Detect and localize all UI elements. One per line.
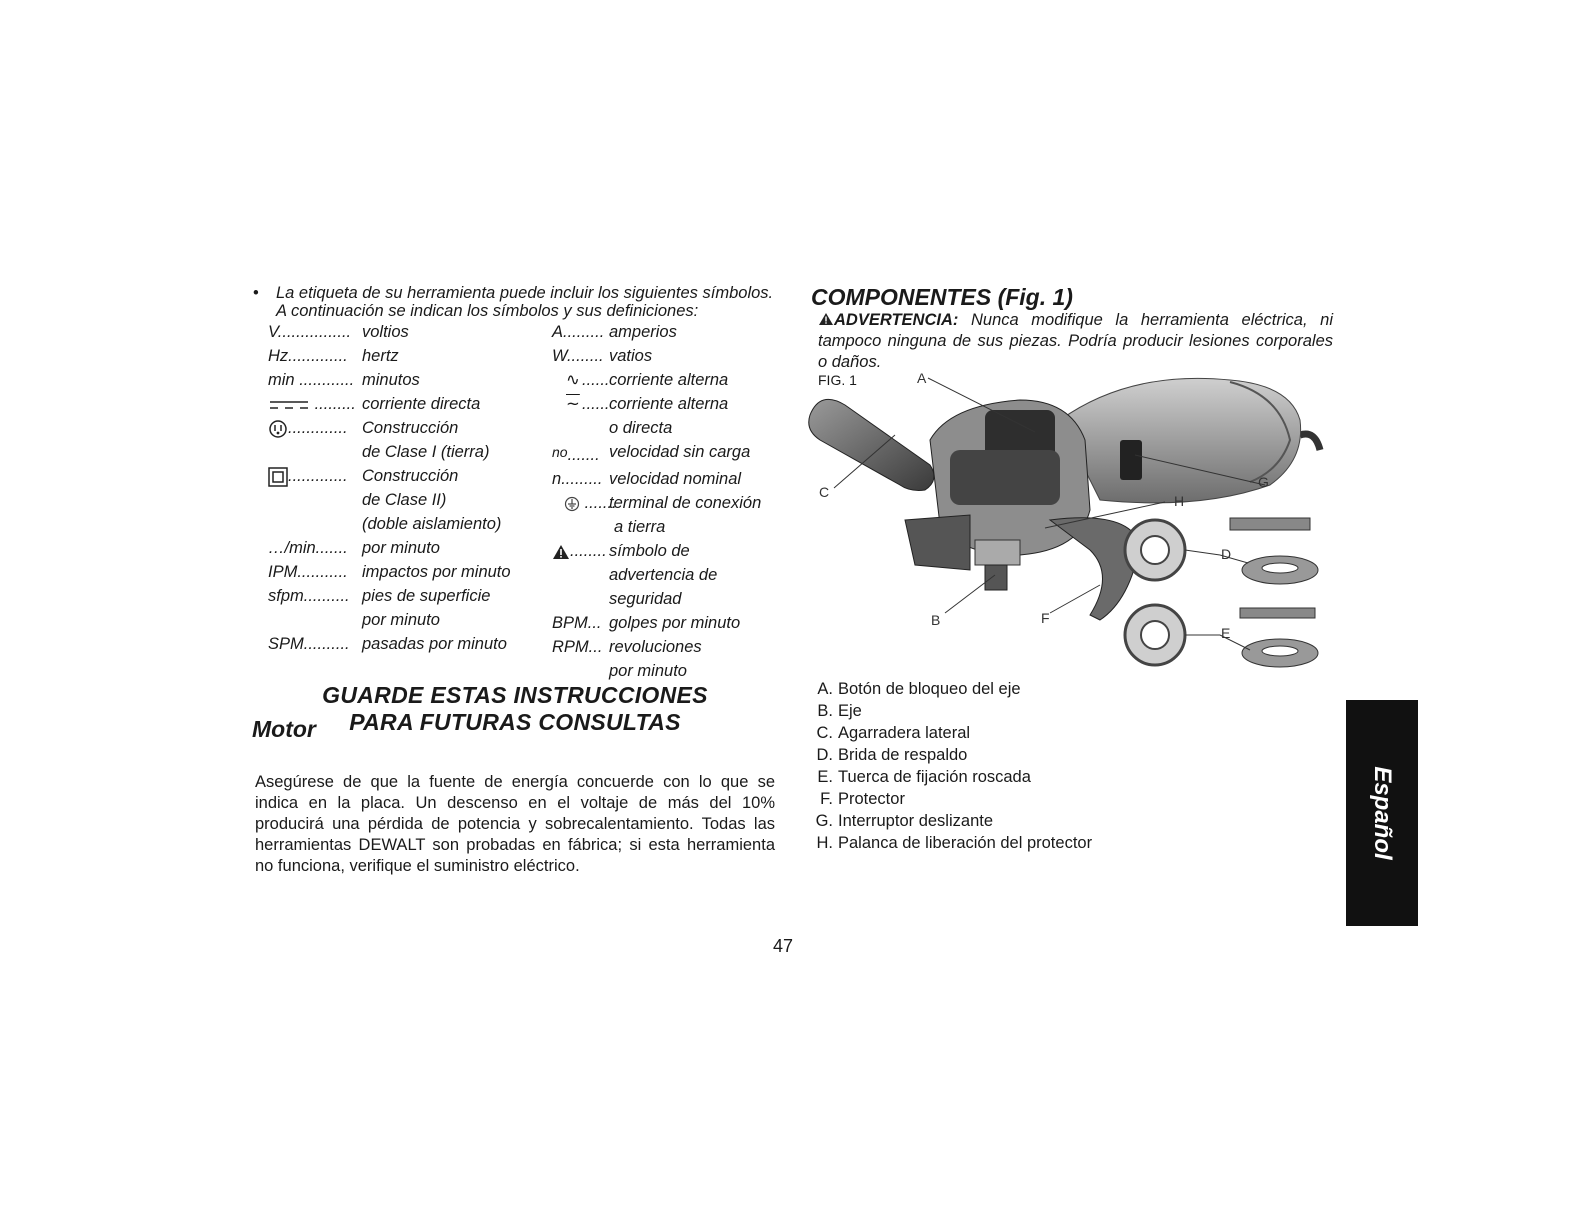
list-item: A. Botón de bloqueo del eje [817,680,1021,698]
symbol-row: BPM... golpes por minuto [552,614,741,632]
symbol-row: advertencia de [609,566,718,584]
components-heading: COMPONENTES (Fig. 1) [811,284,1073,310]
motor-paragraph: Asegúrese de que la fuente de energía concuerde con lo que se indica en la placa. Un descenso en el voltaje de más del 10% producirá una pérdida de potencia y sobrecalentamiento. Todas las herramientas DEWALT son probadas en fábrica; si esta herramienta no funciona, verifique el suministro eléctrico. [255,773,775,875]
components-list [815,678,1092,854]
list-item: E. Tuerca de fijación roscada [817,768,1031,786]
symbol-row: ........ símbolo de [552,539,617,563]
symbol-row: ............. Construcción [268,416,356,440]
symbol-row: seguridad [609,590,682,608]
class-ii-double-insulation-icon [268,467,288,487]
ac-dc-icon: ∼ [566,395,580,413]
language-tab: Español [1346,700,1418,926]
symbol-row: a tierra [614,518,666,536]
bullet: • [253,284,259,302]
motor-heading: Motor [252,716,316,742]
symbols-left-column [268,320,511,656]
intro-line-2: A continuación se indican los símbolos y sus definiciones: [276,302,699,320]
intro-line-1: La etiqueta de su herramienta puede incluir los siguientes símbolos. [276,284,774,302]
figure-label: FIG. 1 [818,372,857,388]
warning-paragraph: ADVERTENCIA: Nunca modifique la herramienta eléctrica, ni tampoco ninguna de sus piezas. Podría producir lesiones corporales o daños. [818,311,1333,371]
symbol-row: ....... terminal de conexión [552,491,617,515]
symbol-row: W........ vatios [552,347,653,365]
angle-grinder-figure [800,360,1330,680]
figure-letter-a: A [917,370,927,386]
symbol-row: Hz............. hertz [268,347,399,365]
symbol-row: de Clase I (tierra) [362,443,490,461]
save-instructions-heading: GUARDE ESTAS INSTRUCCIONES PARA FUTURAS CONSULTAS [322,682,708,735]
symbol-row: IPM........... impactos por minuto [268,563,511,581]
warning-triangle-icon [818,312,834,326]
list-item: C. Agarradera lateral [816,724,971,742]
symbol-row: de Clase II) [362,491,447,509]
symbol-row: ∿ ...... corriente alterna [552,368,617,392]
symbol-row: …/min....... por minuto [268,539,440,557]
class-i-ground-icon [268,419,288,439]
symbol-row: (doble aislamiento) [362,515,502,533]
figure-letter-d: D [1221,546,1232,562]
symbol-row: por minuto [609,662,687,680]
list-item: F. Protector [820,790,905,808]
symbol-row: ∼ ...... corriente alterna [552,392,617,416]
symbol-row: o directa [609,419,673,437]
page-number: 47 [773,936,794,956]
alternating-current-icon: ∿ [566,371,580,389]
figure-letter-e: E [1221,625,1231,641]
list-item: B. Eje [817,702,862,720]
list-item: G. Interruptor deslizante [815,812,994,830]
symbol-row: A......... amperios [552,323,677,341]
list-item: H. Palanca de liberación del protector [816,834,1093,852]
symbol-row: sfpm.......... pies de superficie [268,587,491,605]
warning-triangle-icon [552,544,570,560]
symbol-row: SPM.......... pasadas por minuto [268,635,507,653]
symbol-row: V................ voltios [268,323,409,341]
figure-letter-g: G [1258,474,1269,490]
list-item: D. Brida de respaldo [816,746,968,764]
symbol-row: min ............ minutos [268,371,420,389]
figure-letter-f: F [1041,610,1050,626]
symbol-row: no....... velocidad sin carga [552,443,751,464]
symbols-right-column [552,320,762,683]
symbol-row: ......... corriente directa [268,392,356,416]
symbol-row: RPM... revoluciones [552,638,702,656]
figure-letter-c: C [819,484,830,500]
symbol-row: ............. Construcción [268,464,356,488]
angle-grinder-illustration [800,360,1330,680]
figure-letter-h: H [1174,493,1185,509]
symbols-intro [255,284,795,320]
symbol-row: n......... velocidad nominal [552,470,742,488]
figure-letter-b: B [931,612,941,628]
direct-current-icon [268,398,310,412]
earthing-terminal-icon [564,496,580,512]
symbol-row: por minuto [362,611,440,629]
